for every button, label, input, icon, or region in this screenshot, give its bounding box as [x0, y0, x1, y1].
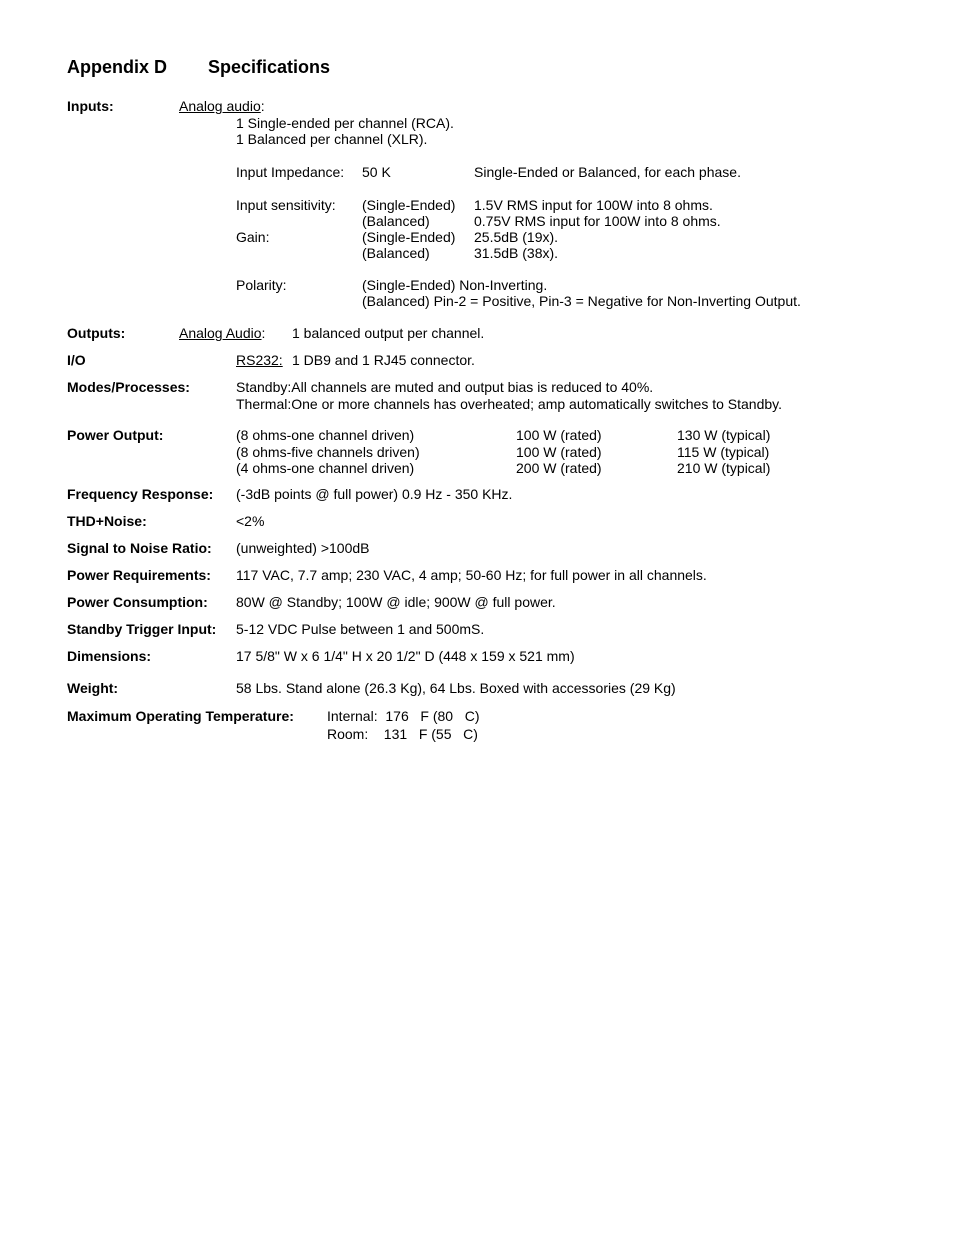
- power-output-condition: (8 ohms-five channels driven): [236, 444, 420, 460]
- power-requirements-value: 117 VAC, 7.7 amp; 230 VAC, 4 amp; 50-60 Hz; for full power in all channels.: [236, 567, 707, 583]
- page-title: Specifications: [208, 57, 331, 77]
- outputs-analog-heading: [179, 325, 265, 341]
- analog-audio-link: Analog audio: [179, 98, 261, 114]
- power-consumption-label: Power Consumption:: [67, 594, 208, 610]
- gain-label: Gain:: [236, 229, 270, 245]
- rs232-link: RS232:: [236, 352, 283, 368]
- gain-mode-balanced: (Balanced): [362, 245, 430, 261]
- power-consumption-value: 80W @ Standby; 100W @ idle; 900W @ full power.: [236, 594, 556, 610]
- snr-label: Signal to Noise Ratio:: [67, 540, 212, 556]
- io-label: I/O: [67, 352, 86, 368]
- polarity-label: Polarity:: [236, 277, 287, 293]
- freq-response-label: Frequency Response:: [67, 486, 214, 502]
- thd-label: THD+Noise:: [67, 513, 147, 529]
- input-impedance-value: 50 K: [362, 164, 391, 180]
- sensitivity-mode-balanced: (Balanced): [362, 213, 430, 229]
- analog-audio-colon: :: [260, 98, 265, 114]
- power-output-label: Power Output:: [67, 427, 164, 443]
- power-requirements-label: Power Requirements:: [67, 567, 211, 583]
- outputs-value: 1 balanced output per channel.: [292, 325, 485, 341]
- sensitivity-value-balanced: 0.75V RMS input for 100W into 8 ohms.: [474, 213, 721, 229]
- power-output-condition: (4 ohms-one channel driven): [236, 460, 415, 476]
- modes-standby: Standby:All channels are muted and output bias is reduced to 40%.: [236, 379, 654, 395]
- thd-value: <2%: [236, 513, 265, 529]
- standby-trigger-label: Standby Trigger Input:: [67, 621, 217, 637]
- weight-value: 58 Lbs. Stand alone (26.3 Kg), 64 Lbs. Boxed with accessories (29 Kg): [236, 680, 676, 696]
- input-sensitivity-label: Input sensitivity:: [236, 197, 336, 213]
- weight-label: Weight:: [67, 680, 119, 696]
- gain-mode-single: (Single-Ended): [362, 229, 456, 245]
- power-output-rated: 100 W (rated): [516, 427, 602, 443]
- max-temp-internal: Internal: 176 F (80 C): [327, 708, 480, 724]
- input-impedance-note: Single-Ended or Balanced, for each phase.: [474, 164, 741, 180]
- power-output-rated: 100 W (rated): [516, 444, 602, 460]
- modes-thermal: Thermal:One or more channels has overheated; amp automatically switches to Standby.: [236, 396, 783, 412]
- input-impedance-label: Input Impedance:: [236, 164, 345, 180]
- outputs-analog-link: Analog Audio: [179, 325, 262, 341]
- power-output-typical: 130 W (typical): [677, 427, 771, 443]
- max-temp-room: Room: 131 F (55 C): [327, 726, 478, 742]
- io-value: 1 DB9 and 1 RJ45 connector.: [292, 352, 475, 368]
- appendix-label: Appendix D: [67, 57, 168, 77]
- dimensions-label: Dimensions:: [67, 648, 152, 664]
- polarity-balanced: (Balanced) Pin-2 = Positive, Pin-3 = Negative for Non-Inverting Output.: [362, 293, 801, 309]
- gain-value-single: 25.5dB (19x).: [474, 229, 559, 245]
- inputs-label: Inputs:: [67, 98, 114, 114]
- power-output-rated: 200 W (rated): [516, 460, 602, 476]
- analog-audio-heading: [179, 98, 265, 114]
- polarity-single: (Single-Ended) Non-Inverting.: [362, 277, 548, 293]
- modes-label: Modes/Processes:: [67, 379, 190, 395]
- power-output-typical: 210 W (typical): [677, 460, 771, 476]
- snr-value: (unweighted) >100dB: [236, 540, 370, 556]
- dimensions-value: 17 5/8" W x 6 1/4" H x 20 1/2" D (448 x 159 x 521 mm): [236, 648, 575, 664]
- power-output-condition: (8 ohms-one channel driven): [236, 427, 415, 443]
- freq-response-value: (-3dB points @ full power) 0.9 Hz - 350 KHz.: [236, 486, 513, 502]
- sensitivity-mode-single: (Single-Ended): [362, 197, 456, 213]
- outputs-analog-colon: :: [261, 325, 266, 341]
- power-output-typical: 115 W (typical): [677, 444, 770, 460]
- balanced-input: 1 Balanced per channel (XLR).: [236, 131, 428, 147]
- standby-trigger-value: 5-12 VDC Pulse between 1 and 500mS.: [236, 621, 485, 637]
- max-temp-label: Maximum Operating Temperature:: [67, 708, 294, 724]
- sensitivity-value-single: 1.5V RMS input for 100W into 8 ohms.: [474, 197, 713, 213]
- outputs-label: Outputs:: [67, 325, 126, 341]
- single-ended-input: 1 Single-ended per channel (RCA).: [236, 115, 454, 131]
- gain-value-balanced: 31.5dB (38x).: [474, 245, 559, 261]
